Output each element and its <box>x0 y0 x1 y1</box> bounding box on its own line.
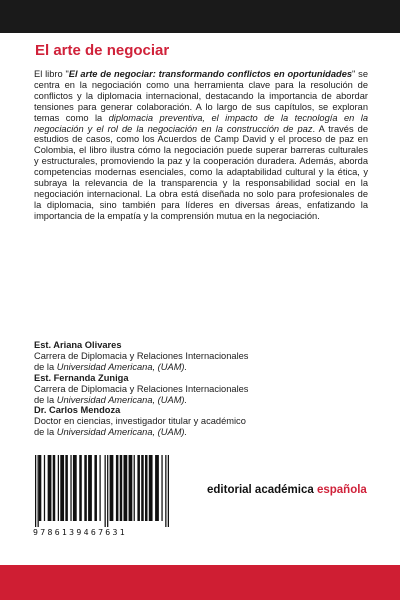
author-name: Dr. Carlos Mendoza <box>34 405 121 416</box>
barcode-bar <box>141 455 144 521</box>
barcode-bar <box>58 455 59 521</box>
author-entry <box>34 340 364 373</box>
book-title: El arte de negociar <box>35 42 170 59</box>
barcode-bar <box>107 455 108 527</box>
publisher-logo <box>207 484 367 496</box>
barcode-bar <box>84 455 87 521</box>
barcode-bar <box>94 455 97 521</box>
barcode-bar <box>137 455 140 521</box>
author-institution: de la Universidad Americana, (UAM). <box>34 361 188 372</box>
barcode-bar <box>134 455 135 521</box>
barcode-bar <box>165 455 166 527</box>
barcode-bar <box>123 455 127 521</box>
author-entry <box>34 373 364 406</box>
barcode-bar <box>39 455 42 521</box>
author-institution: de la Universidad Americana, (UAM). <box>34 394 188 405</box>
top-color-band <box>0 0 400 33</box>
author-name: Est. Ariana Olivares <box>34 340 122 350</box>
blurb-text-1: " se centra en la negociación como una herramienta clave para la resolución de conflictos y la diplomacia internacional, destacando la importancia de abordar tensiones para generar colaboración. A lo largo de sus capítulos, se exploran temas como la <box>34 69 368 123</box>
barcode-bar <box>35 455 36 527</box>
barcode-bars <box>33 455 171 527</box>
barcode-bar <box>168 455 169 527</box>
barcode-bar <box>53 455 56 521</box>
blurb-text-2: . A través de estudios de casos, como los Acuerdos de Camp David y el proceso de paz en Colombia, el libro ilustra cómo la negociación puede superar barreras culturales y estructurales, promoviendo la paz y la cooperación duradera. Además, aborda competencias modernas esenciales, como la adaptabilidad cultural y la ética, y subraya la relevancia de la transparencia y la responsabilidad social en la negociación internacional. La obra está diseñada no solo para profesionales de la diplomacia, sino también para líderes en diversas áreas, enfatizando la importancia de la empatía y la comprensión mutua en la negociación. <box>34 123 368 221</box>
barcode-bar <box>44 455 45 521</box>
isbn-barcode <box>33 455 171 537</box>
blurb-topics: diplomacia preventiva, el impacto de la tecnología en la negociación y el rol de la negociación en la construcción de paz <box>34 112 368 134</box>
author-institution: de la Universidad Americana, (UAM). <box>34 427 188 438</box>
publisher-name-accent: española <box>316 484 367 496</box>
barcode-bar <box>60 455 64 521</box>
author-affiliation: Carrera de Diplomacia y Relaciones Internacionales <box>34 350 249 361</box>
barcode-bar <box>38 455 39 527</box>
book-description <box>34 69 368 222</box>
barcode-bar <box>116 455 119 521</box>
barcode-bar <box>48 455 52 521</box>
bottom-color-band <box>0 565 400 600</box>
barcode-bar <box>70 455 71 521</box>
barcode-bar <box>65 455 68 521</box>
barcode-bar <box>105 455 106 527</box>
barcode-bar <box>88 455 92 521</box>
author-name: Est. Fernanda Zuniga <box>34 372 129 383</box>
author-affiliation: Doctor en ciencias, investigador titular y académico <box>34 416 246 427</box>
barcode-bar <box>161 455 162 521</box>
author-affiliation: Carrera de Diplomacia y Relaciones Internacionales <box>34 383 249 394</box>
isbn-number: 9786139467631 <box>33 527 127 537</box>
barcode-bar <box>129 455 133 521</box>
barcode-bar <box>145 455 148 521</box>
barcode-bar <box>155 455 159 521</box>
barcode-bar <box>73 455 77 521</box>
publisher-name: editorial académica <box>207 484 317 496</box>
barcode-bar <box>110 455 114 521</box>
blurb-intro: El libro " <box>34 69 69 79</box>
author-entry <box>34 405 364 438</box>
author-list <box>34 340 364 438</box>
barcode-bar <box>149 455 153 521</box>
barcode-bar <box>99 455 100 521</box>
barcode-bar <box>79 455 82 521</box>
barcode-bar <box>120 455 123 521</box>
blurb-book-title: El arte de negociar: transformando conflictos en oportunidades <box>68 69 353 79</box>
